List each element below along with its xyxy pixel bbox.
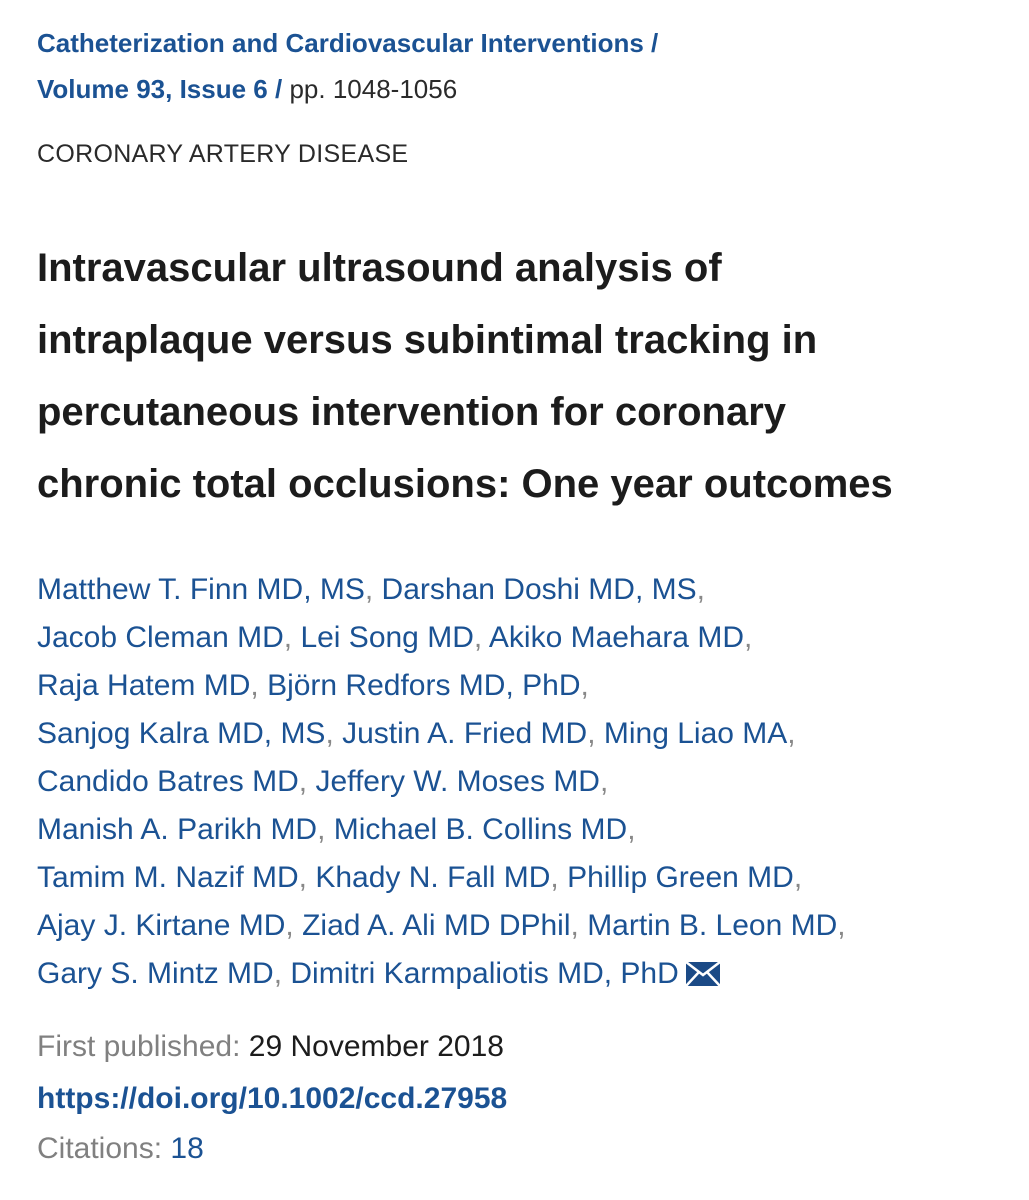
author-link[interactable]: Michael B. Collins MD [333, 813, 628, 846]
author-link[interactable]: Dimitri Karmpaliotis MD, PhD [290, 957, 679, 990]
author-separator: , [837, 909, 846, 942]
author-link[interactable]: Raja Hatem MD [37, 669, 251, 702]
author-link[interactable]: Tamim M. Nazif MD [37, 861, 299, 894]
author-row [37, 566, 1017, 614]
author-separator: , [627, 813, 636, 846]
title-line: chronic total occlusions: One year outcomes [37, 462, 893, 506]
author-separator: , [317, 813, 334, 846]
citations-label: Citations: [37, 1132, 163, 1165]
author-separator: , [285, 909, 303, 942]
author-link[interactable]: Phillip Green MD [567, 861, 794, 894]
author-link[interactable]: Ming Liao MA [603, 717, 788, 750]
author-row [37, 758, 1017, 806]
first-published [37, 1030, 504, 1064]
journal-breadcrumb [37, 28, 658, 59]
author-separator: , [793, 861, 803, 894]
author-separator: , [325, 717, 343, 750]
author-separator: , [283, 621, 301, 654]
author-separator: , [696, 573, 705, 606]
author-link[interactable]: Akiko Maehara MD [488, 621, 744, 654]
author-link[interactable]: Björn Redfors MD, PhD [267, 669, 581, 702]
author-separator: , [473, 621, 489, 654]
title-line: percutaneous intervention for coronary [37, 390, 787, 434]
author-link[interactable]: Khady N. Fall MD [315, 861, 551, 894]
author-link[interactable]: Jacob Cleman MD [37, 621, 284, 654]
author-separator: , [570, 909, 588, 942]
author-list [37, 566, 1017, 998]
first-published-label: First published: [37, 1030, 241, 1063]
author-row [37, 902, 1017, 950]
doi-link[interactable]: https://doi.org/10.1002/ccd.27958 [37, 1082, 508, 1115]
title-line: Intravascular ultrasound analysis of [37, 246, 722, 290]
author-link[interactable]: Ziad A. Ali MD DPhil [302, 909, 571, 942]
citations-count-link[interactable]: 18 [170, 1132, 204, 1165]
author-link[interactable]: Martin B. Leon MD [587, 909, 838, 942]
author-row [37, 854, 1017, 902]
breadcrumb-separator: / [651, 28, 659, 58]
journal-name-link[interactable]: Catheterization and Cardiovascular Interventions [37, 28, 644, 58]
author-link[interactable]: Matthew T. Finn MD, MS [37, 573, 365, 606]
author-row [37, 662, 1017, 710]
volume-issue-link[interactable]: Volume 93, Issue 6 [37, 74, 268, 104]
author-separator: , [298, 765, 316, 798]
author-link[interactable]: Manish A. Parikh MD [37, 813, 318, 846]
page-range: pp. 1048-1056 [289, 74, 458, 104]
author-separator: , [587, 717, 604, 750]
article-section: CORONARY ARTERY DISEASE [37, 140, 409, 168]
author-separator: , [273, 957, 291, 990]
author-separator: , [298, 861, 316, 894]
author-separator: , [743, 621, 753, 654]
author-link[interactable]: Candido Batres MD [37, 765, 299, 798]
issue-breadcrumb [37, 74, 457, 105]
title-line: intraplaque versus subintimal tracking in [37, 318, 818, 362]
article-title [37, 232, 997, 520]
author-separator: , [787, 717, 796, 750]
author-row [37, 710, 1017, 758]
author-link[interactable]: Justin A. Fried MD [342, 717, 588, 750]
author-separator: , [364, 573, 382, 606]
author-link[interactable]: Jeffery W. Moses MD [315, 765, 600, 798]
author-link[interactable]: Darshan Doshi MD, MS [381, 573, 697, 606]
author-link[interactable]: Lei Song MD [300, 621, 474, 654]
author-link[interactable]: Ajay J. Kirtane MD [37, 909, 286, 942]
author-separator: , [580, 669, 589, 702]
author-separator: , [250, 669, 268, 702]
citations [37, 1132, 204, 1166]
mail-icon[interactable] [685, 961, 721, 987]
author-row [37, 950, 1017, 998]
author-link[interactable]: Sanjog Kalra MD, MS [37, 717, 326, 750]
author-separator: , [599, 765, 609, 798]
author-row [37, 614, 1017, 662]
first-published-date: 29 November 2018 [248, 1030, 504, 1063]
author-row [37, 806, 1017, 854]
breadcrumb-separator: / [274, 74, 283, 104]
doi-row [37, 1082, 507, 1116]
author-link[interactable]: Gary S. Mintz MD [37, 957, 274, 990]
author-separator: , [550, 861, 568, 894]
